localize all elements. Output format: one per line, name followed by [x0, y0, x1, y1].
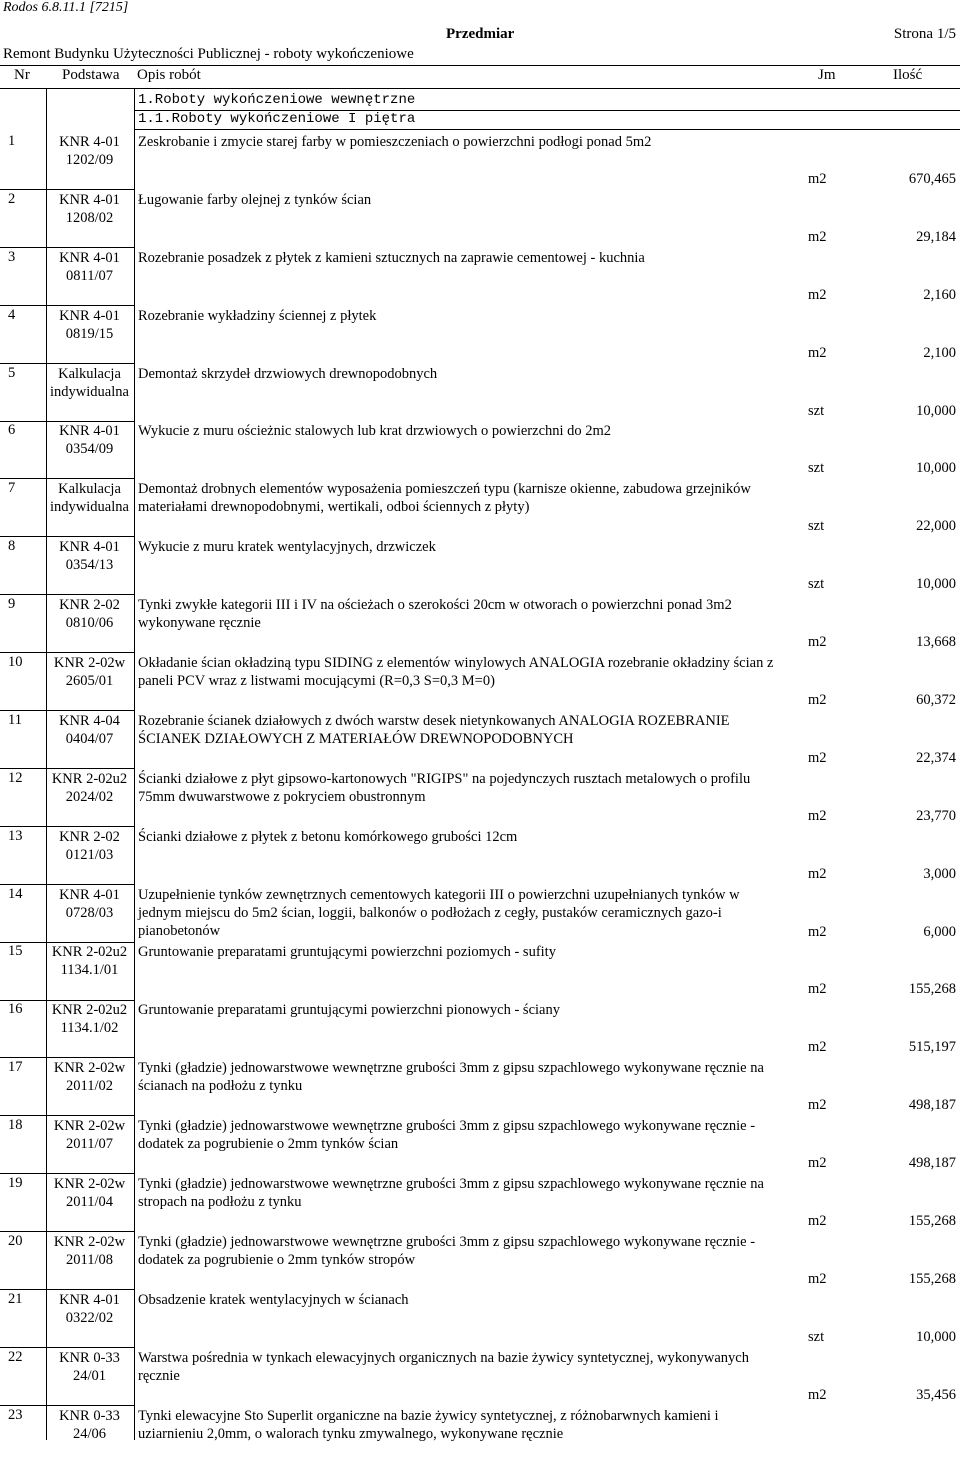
row-description: Zeskrobanie i zmycie starej farby w pomieszczeniach o powierzchni podłogi ponad 5m2	[138, 134, 652, 150]
table-row	[0, 654, 960, 712]
row-unit: m2	[808, 1386, 827, 1403]
row-description: Rozebranie posadzek z płytek z kamieni sztucznych na zaprawie cementowej - kuchnia	[138, 249, 645, 266]
row-separator	[0, 305, 134, 306]
row-quantity: 6,000	[923, 923, 956, 940]
row-unit: szt	[808, 518, 825, 535]
row-separator	[0, 1000, 134, 1001]
row-description: Wykucie z muru kratek wentylacyjnych, drzwiczek	[138, 539, 436, 556]
table-row	[0, 596, 960, 654]
row-number: 3	[8, 248, 16, 265]
row-quantity: 35,456	[916, 1386, 956, 1403]
row-basis: KNR 0-33 24/01	[59, 1349, 120, 1384]
row-basis: KNR 4-01 1208/02	[59, 191, 120, 226]
table-row	[0, 249, 960, 307]
document-title: Przedmiar	[446, 26, 515, 42]
row-quantity: 498,187	[908, 1155, 956, 1172]
row-number: 6	[8, 422, 16, 439]
row-basis: Kalkulacja indywidualna	[50, 365, 129, 400]
row-number: 9	[8, 596, 16, 613]
row-description: Obsadzenie kratek wentylacyjnych w ścianach	[138, 1291, 409, 1308]
row-quantity: 23,770	[916, 807, 956, 824]
page-indicator: Strona 1/5	[893, 26, 956, 42]
row-unit: m2	[808, 171, 827, 187]
row-basis: Kalkulacja indywidualna	[50, 481, 129, 516]
table-row	[0, 538, 960, 596]
row-basis: KNR 4-01 0728/03	[59, 886, 120, 921]
row-unit: m2	[808, 981, 827, 998]
table-row	[0, 770, 960, 828]
row-unit: m2	[808, 749, 827, 766]
row-quantity: 29,184	[916, 228, 956, 245]
table-row	[0, 480, 960, 538]
row-description: Tynki elewacyjne Sto Superlit organiczne na bazie żywicy syntetycznej, z różnobarwnych kamieni i uziarnieniu 2,0mm, o walorach tynku zmywalnego, wykonywane ręcznie	[138, 1407, 719, 1442]
column-header-nr: Nr	[14, 67, 30, 83]
row-description: Demontaż drobnych elementów wyposażenia pomieszczeń typu (karnisze okienne, zabudowa grzejników materiałami drewnopodobnymi, wertikali, odboi ściennych z płyty)	[138, 481, 751, 516]
column-header-qty: Ilość	[893, 67, 923, 83]
row-basis: KNR 4-01 0354/09	[59, 423, 120, 458]
row-separator	[0, 942, 134, 943]
row-quantity: 22,000	[916, 518, 956, 535]
section-divider-2	[134, 129, 960, 130]
row-unit: m2	[808, 923, 827, 940]
row-number: 2	[8, 190, 16, 207]
row-number: 11	[8, 711, 22, 728]
table-row	[0, 1059, 960, 1117]
row-number: 14	[8, 885, 23, 902]
project-name: Remont Budynku Użyteczności Publicznej - roboty wykończeniowe	[3, 46, 414, 62]
row-description: Tynki (gładzie) jednowarstwowe wewnętrzne grubości 3mm z gipsu szpachlowego wykonywane ręcznie na stropach na podłożu z tynku	[138, 1176, 764, 1211]
row-unit: m2	[808, 286, 827, 303]
row-unit: m2	[808, 692, 827, 709]
row-basis: KNR 4-01 0811/07	[59, 249, 120, 284]
row-basis: KNR 4-04 0404/07	[59, 712, 120, 747]
row-description: Tynki (gładzie) jednowarstwowe wewnętrzne grubości 3mm z gipsu szpachlowego wykonywane ręcznie - dodatek za pogrubienie o 2mm tynków stropów	[138, 1233, 756, 1268]
row-basis: KNR 2-02u2 2024/02	[51, 770, 128, 805]
row-separator	[0, 421, 134, 422]
row-basis: KNR 2-02w 2011/02	[53, 1060, 126, 1095]
row-separator	[0, 478, 134, 479]
section-heading-1: 1.Roboty wykończeniowe wewnętrzne	[138, 92, 416, 108]
row-description: Gruntowanie preparatami gruntującymi powierzchni poziomych - sufity	[138, 944, 556, 961]
row-quantity: 60,372	[916, 692, 956, 709]
table-row	[0, 1001, 960, 1059]
row-quantity: 10,000	[916, 402, 956, 419]
table-row	[0, 943, 960, 1001]
header-bottom-border	[0, 88, 960, 89]
table-row	[0, 1407, 960, 1464]
row-unit: m2	[808, 1155, 827, 1172]
row-description: Ścianki działowe z płytek z betonu komórkowego grubości 12cm	[138, 828, 518, 845]
row-description: Rozebranie ścianek działowych z dwóch warstw desek nietynkowanych ANALOGIA ROZEBRANIE ŚCIANEK DZIAŁOWYCH Z MATERIAŁÓW DREWNOPODOBNYCH	[138, 712, 730, 747]
row-quantity: 10,000	[916, 460, 956, 477]
row-separator	[0, 247, 134, 248]
row-separator	[0, 1057, 134, 1058]
row-number: 4	[8, 306, 16, 323]
row-unit: m2	[808, 228, 827, 245]
row-separator	[0, 1115, 134, 1116]
table-top-border	[0, 65, 960, 66]
row-separator	[0, 1347, 134, 1348]
row-description: Warstwa pośrednia w tynkach elewacyjnych organicznych na bazie żywicy syntetycznej, wykonywanych ręcznie	[138, 1349, 749, 1384]
row-unit: m2	[808, 1270, 827, 1287]
row-quantity: 22,374	[916, 749, 956, 766]
row-number: 5	[8, 364, 16, 381]
row-separator	[0, 536, 134, 537]
table-row	[0, 1233, 960, 1291]
row-quantity: 670,465	[908, 171, 956, 187]
row-number: 16	[8, 1001, 23, 1018]
row-unit: m2	[808, 1213, 827, 1230]
row-number: 20	[8, 1232, 23, 1249]
row-description: Demontaż skrzydeł drzwiowych drewnopodobnych	[138, 365, 438, 382]
row-number: 8	[8, 538, 16, 555]
row-description: Ługowanie farby olejnej z tynków ścian	[138, 191, 372, 208]
row-unit: m2	[808, 865, 827, 882]
row-number: 17	[8, 1059, 23, 1076]
row-basis: KNR 4-01 0819/15	[59, 307, 120, 342]
table-row	[0, 422, 960, 480]
row-basis: KNR 2-02w 2011/08	[53, 1233, 126, 1268]
row-basis: KNR 2-02 0121/03	[59, 828, 120, 863]
table-row	[0, 307, 960, 365]
row-quantity: 498,187	[908, 1097, 956, 1114]
table-row	[0, 1175, 960, 1233]
row-number: 7	[8, 480, 16, 497]
row-number: 10	[8, 654, 23, 671]
row-basis: KNR 2-02u2 1134.1/01	[51, 944, 128, 979]
row-number: 18	[8, 1117, 23, 1134]
row-basis: KNR 0-33 24/06	[59, 1407, 120, 1442]
table-row	[0, 1349, 960, 1407]
row-description: Tynki zwykłe kategorii III i IV na ościeżach o szerokości 20cm w otworach o powierzchni ponad 3m2 wykonywane ręcznie	[138, 597, 732, 632]
table-row	[0, 712, 960, 770]
row-unit: m2	[808, 1039, 827, 1056]
row-description: Okładanie ścian okładziną typu SIDING z elementów winylowych ANALOGIA rozebranie okładziny ścian z paneli PCV wraz z listwami mocującymi (R=0,3 S=0,3 M=0)	[138, 655, 774, 690]
row-quantity: 13,668	[916, 634, 956, 651]
row-description: Tynki (gładzie) jednowarstwowe wewnętrzne grubości 3mm z gipsu szpachlowego wykonywane ręcznie na ścianach na podłożu z tynku	[138, 1060, 764, 1095]
row-separator	[0, 363, 134, 364]
row-unit: szt	[808, 576, 825, 593]
column-header-basis: Podstawa	[62, 67, 120, 83]
table-row	[0, 365, 960, 423]
row-separator	[0, 1231, 134, 1232]
row-description: Tynki (gładzie) jednowarstwowe wewnętrzne grubości 3mm z gipsu szpachlowego wykonywane ręcznie - dodatek za pogrubienie o 2mm tynków ścian	[138, 1118, 756, 1153]
row-basis: KNR 2-02w 2605/01	[53, 655, 126, 690]
row-number: 21	[8, 1290, 23, 1307]
table-row	[0, 886, 960, 944]
row-unit: m2	[808, 1097, 827, 1114]
row-separator	[0, 1405, 134, 1406]
row-basis: KNR 4-01 0322/02	[59, 1291, 120, 1326]
table-row	[0, 1117, 960, 1175]
row-unit: szt	[808, 1328, 825, 1345]
row-quantity: 10,000	[916, 576, 956, 593]
row-basis: KNR 2-02u2 1134.1/02	[51, 1002, 128, 1037]
section-heading-1-1: 1.1.Roboty wykończeniowe I piętra	[138, 111, 416, 127]
row-basis: KNR 4-01 0354/13	[59, 539, 120, 574]
row-number: 19	[8, 1175, 23, 1192]
row-separator	[0, 189, 134, 190]
table-row	[0, 191, 960, 249]
row-quantity: 3,000	[923, 865, 956, 882]
app-version: Rodos 6.8.11.1 [7215]	[3, 0, 129, 15]
row-separator	[0, 826, 134, 827]
row-separator	[0, 710, 134, 711]
row-quantity: 155,268	[908, 1213, 956, 1230]
column-header-unit: Jm	[818, 67, 836, 83]
row-separator	[0, 1289, 134, 1290]
row-number: 23	[8, 1406, 23, 1423]
table-row	[0, 133, 960, 191]
row-basis: KNR 2-02w 2011/07	[53, 1118, 126, 1153]
row-quantity: 155,268	[908, 981, 956, 998]
row-separator	[0, 884, 134, 885]
row-description: Gruntowanie preparatami gruntującymi powierzchni pionowych - ściany	[138, 1002, 560, 1019]
row-number: 15	[8, 943, 23, 960]
row-unit: m2	[808, 807, 827, 824]
estimate-table-body	[0, 133, 960, 1464]
row-description: Rozebranie wykładziny ściennej z płytek	[138, 307, 377, 324]
row-number: 1	[8, 133, 16, 149]
row-separator	[0, 652, 134, 653]
row-quantity: 515,197	[908, 1039, 956, 1056]
row-description: Ścianki działowe z płyt gipsowo-kartonowych "RIGIPS" na pojedynczych rusztach metalowych o profilu 75mm dwuwarstwowe z pokryciem obustronnym	[138, 770, 751, 805]
row-unit: m2	[808, 344, 827, 361]
row-quantity: 2,100	[923, 344, 956, 361]
row-separator	[0, 768, 134, 769]
table-row	[0, 1291, 960, 1349]
row-basis: KNR 2-02w 2011/04	[53, 1176, 126, 1211]
row-description: Uzupełnienie tynków zewnętrznych cementowych kategorii III o powierzchni uzupełnianych tynków w jednym miejscu do 5m2 ścian, loggii, balkonów o podłożach z cegły, pustaków ceramicznych gazo-i pianobetonów	[138, 886, 740, 939]
row-number: 12	[8, 769, 23, 786]
row-number: 22	[8, 1348, 23, 1365]
row-quantity: 155,268	[908, 1270, 956, 1287]
row-unit: szt	[808, 402, 825, 419]
row-basis: KNR 4-01 1202/09	[59, 134, 120, 168]
row-basis: KNR 2-02 0810/06	[59, 597, 120, 632]
row-number: 13	[8, 827, 23, 844]
table-row	[0, 828, 960, 886]
column-header-desc: Opis robót	[137, 67, 201, 83]
row-unit: m2	[808, 634, 827, 651]
row-separator	[0, 1173, 134, 1174]
row-quantity: 2,160	[923, 286, 956, 303]
row-unit: szt	[808, 460, 825, 477]
row-quantity: 10,000	[916, 1328, 956, 1345]
row-description: Wykucie z muru ościeżnic stalowych lub krat drzwiowych o powierzchni do 2m2	[138, 423, 612, 440]
row-separator	[0, 594, 134, 595]
